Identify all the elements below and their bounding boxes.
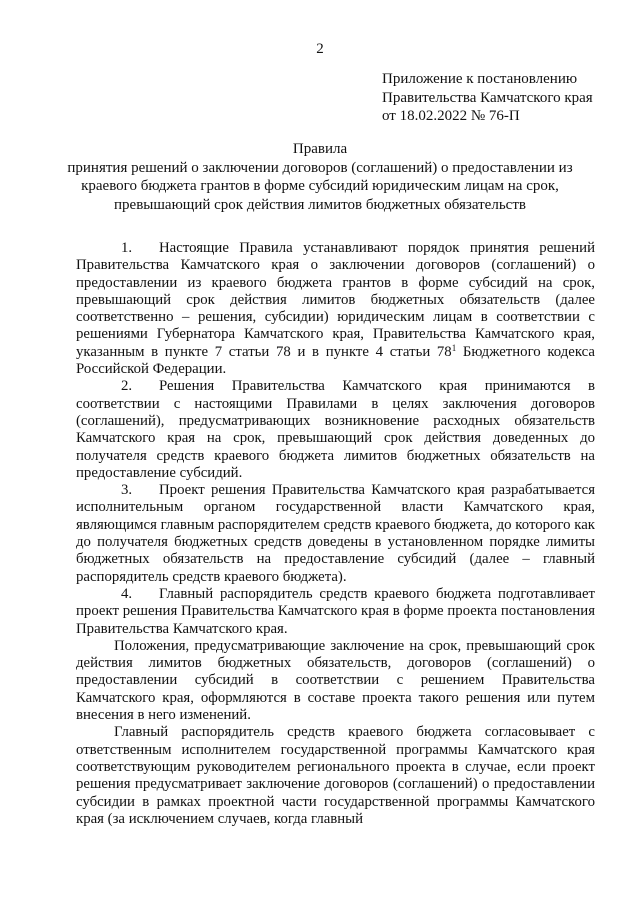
appendix-header xyxy=(382,70,622,126)
paragraph-1-tail: Бюджетного кодекса Российской Федерации. xyxy=(76,343,595,378)
paragraph-1 xyxy=(76,240,595,378)
paragraph-3-number: 3. xyxy=(121,482,133,499)
title-heading: Правила xyxy=(292,141,348,157)
paragraph-2-number: 2. xyxy=(121,378,133,395)
paragraph-3 xyxy=(76,482,595,586)
paragraph-6: Главный распорядитель средств краевого бюджета согласовывает с ответственным исполнителем государственной программы Камчатского края соответствующим руководителем регионального проекта в случае, если проект решения предусматривает заключение договоров (соглашений) о предоставлении субсидии в рамках проектной части государственной программы Камчатского края (за исключением случаев, когда главный xyxy=(76,724,595,827)
appendix-line-3: от 18.02.2022 № 76-П xyxy=(382,108,520,124)
page-number: 2 xyxy=(316,41,324,57)
paragraph-1-superscript: 1 xyxy=(451,342,457,353)
paragraph-5: Положения, предусматривающие заключение на срок, превышающий срок действия лимитов бюджетных обязательств, договоров (соглашений) о предоставлении субсидий в соответствии с решением Правительства Камчатского края, оформляются в составе проекта такого решения или путем внесения в него изменений. xyxy=(76,637,595,724)
paragraph-3-text: Проект решения Правительства Камчатского края разрабатывается исполнительным органом государственной власти Камчатского края, являющимся главным распорядителем средств краевого бюджета, до которого как до получателя бюджетных средств доведены в установленном порядке лимиты бюджетных обязательств на предоставление субсидий (далее – главный распорядитель средств краевого бюджета). xyxy=(76,482,595,585)
paragraph-1-number: 1. xyxy=(121,240,133,256)
paragraph-4-number: 4. xyxy=(121,585,133,602)
title-subtitle: принятия решений о заключении договоров (соглашений) о предоставлении из краевого бюджета грантов в форме субсидий юридическим лицам на срок, превышающий срок действия лимитов бюджетных обязательств xyxy=(67,159,573,213)
document-title xyxy=(40,140,600,214)
paragraph-4-text: Главный распорядитель средств краевого бюджета подготавливает проект решения Правительства Камчатского края в форме проекта постановления Правительства Камчатского края. xyxy=(76,585,595,637)
paragraph-1-text: Настоящие Правила устанавливают порядок принятия решений Правительства Камчатского края о заключении договоров (соглашений) о предоставлении из краевого бюджета грантов в форме субсидий на срок, превышающий срок действия лимитов бюджетных обязательств (далее соответственно – решения, субсидии) юридическим лицам в соответствии с решениями Губернатора Камчатского края, Правительства Камчатского края, указанным в пункте 7 статьи 78 и в пункте 4 статьи 78 xyxy=(76,240,595,360)
paragraph-2-text: Решения Правительства Камчатского края принимаются в соответствии с настоящими Правилами в целях заключения договоров (соглашений), предусматривающих возникновение расходных обязательств Камчатского края на срок, превышающий срок действия доведенных до получателя средств краевого бюджета лимитов бюджетных обязательств на предоставление субсидий. xyxy=(76,378,595,481)
document-body xyxy=(76,240,595,828)
paragraph-2 xyxy=(76,378,595,482)
paragraph-4 xyxy=(76,586,595,638)
appendix-line-1: Приложение к постановлению xyxy=(382,71,578,87)
appendix-line-2: Правительства Камчатского края xyxy=(382,89,593,106)
